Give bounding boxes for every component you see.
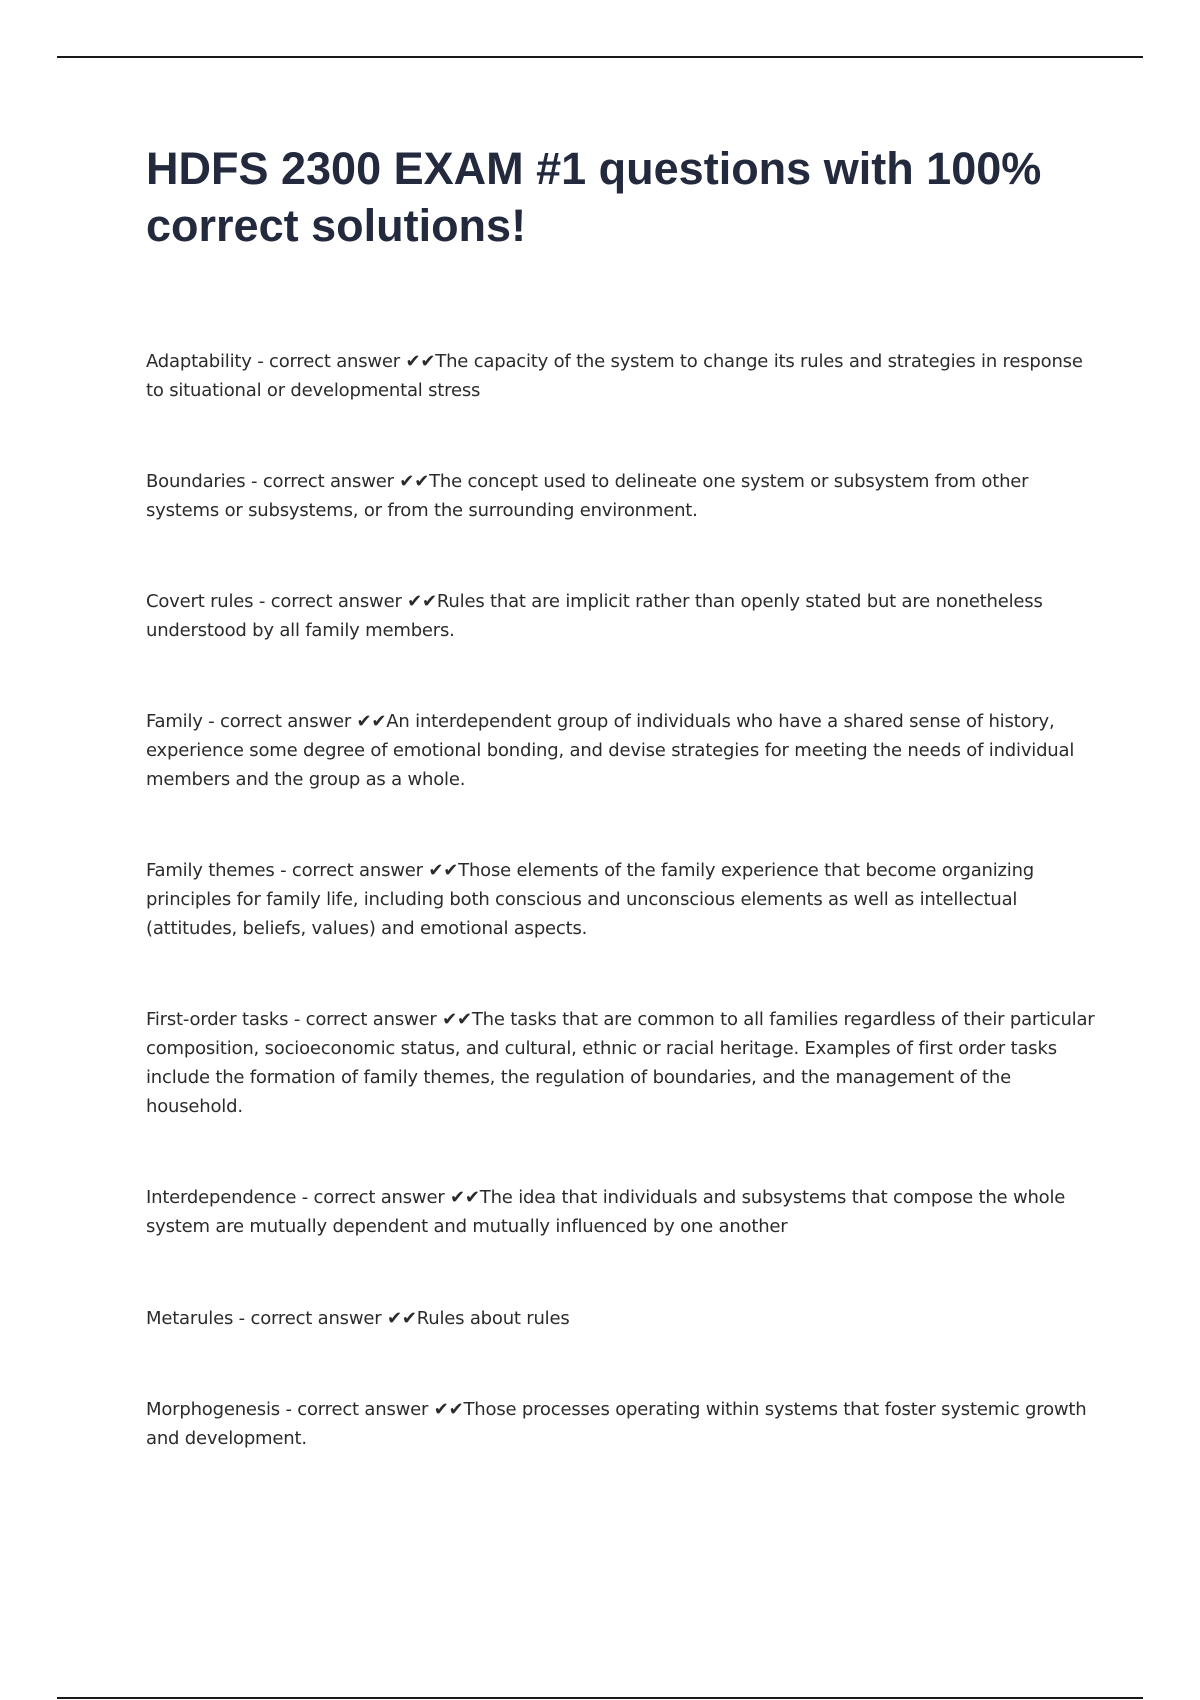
page-title: HDFS 2300 EXAM #1 questions with 100% correct solutions! [146,143,1042,251]
entry-boundaries: Boundaries - correct answer ✔✔The concept used to delineate one system or subsystem from other systems or subsystems, or from the surrounding environment. [146,471,1029,521]
entry-family: Family - correct answer ✔✔An interdependent group of individuals who have a shared sense of history, experience some degree of emotional bonding, and devise strategies for meeting the needs of individual members and the group as a whole. [146,711,1075,790]
entry-interdependence: Interdependence - correct answer ✔✔The idea that individuals and subsystems that compose the whole system are mutually dependent and mutually influenced by one another [146,1187,1066,1237]
entry-adaptability: Adaptability - correct answer ✔✔The capacity of the system to change its rules and strategies in response to situational or developmental stress [146,351,1083,401]
entry-morphogenesis: Morphogenesis - correct answer ✔✔Those processes operating within systems that foster systemic growth and development. [146,1399,1087,1449]
entry-first-order-tasks: First-order tasks - correct answer ✔✔The tasks that are common to all families regardless of their particular composition, socioeconomic status, and cultural, ethnic or racial heritage. Examples of first order tasks include the formation of family themes, the regulation of boundaries, and the management of the household. [146,1009,1095,1117]
top-divider [57,56,1143,58]
entry-family-themes: Family themes - correct answer ✔✔Those elements of the family experience that become organizing principles for family life, including both conscious and unconscious elements as well as intellectual (attitudes, beliefs, values) and emotional aspects. [146,860,1035,939]
entry-covert-rules: Covert rules - correct answer ✔✔Rules that are implicit rather than openly stated but are nonetheless understood by all family members. [146,591,1043,641]
bottom-divider [57,1697,1143,1699]
entry-metarules: Metarules - correct answer ✔✔Rules about rules [146,1308,570,1329]
